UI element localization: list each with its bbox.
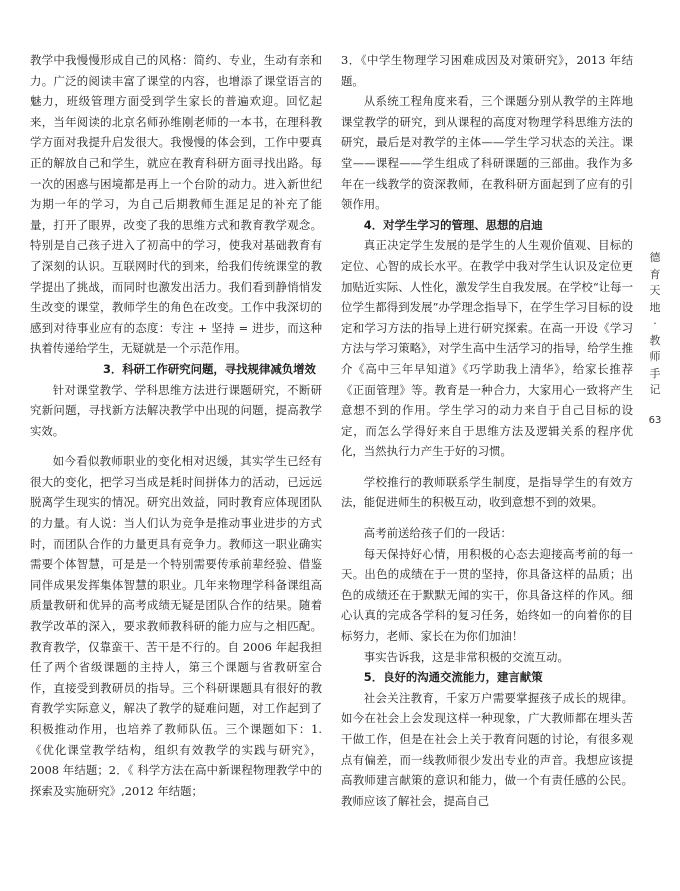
section-heading-4: 4．对学生学习的管理、思想的启迪: [363, 217, 543, 232]
header-char: 记: [649, 383, 661, 396]
section-heading-3: 3．科研工作研究问题，寻找规律减负增效: [102, 361, 316, 376]
header-char: 天: [649, 284, 661, 297]
paragraph: 真正决定学生发展的是学生的人生观价值观、目标的定位、心智的成长水平。在教学中我对学生认识及定位更加贴近实际、人性化，激发学生自我发展。在学校“让每一位学生都得到发展”办学理念指导下，在学生学习目标的设定和学习方法的指导上进行研究探索。在高一开设《学习方法与学习策略》，对学生高中生活学习的指导，给学生推介《高中三年早知道》《巧学助我上清华》，给家长推荐《正面管理》等。教育是一种合力，大家用心一致将产生意想不到的作用。学生学习的动力来自于自己目标的设定，而怎么学得好来自于思维方法及逻辑关系的程序优化，当然执行力产生于好的习惯。: [341, 238, 633, 459]
paragraph: 3．《中学生物理学习困难成因及对策研究》，2013 年结题。: [341, 53, 633, 88]
left-column: [30, 50, 322, 801]
header-char: 教: [649, 333, 661, 347]
paragraph: 针对课堂教学、学科思维方法进行课题研究，不断研究新问题，寻找新方法解决教学中出现的问题，提高教学实效。: [30, 382, 322, 438]
header-separator: ·: [653, 317, 657, 330]
header-char: 手: [649, 366, 661, 380]
header-char: 育: [649, 267, 661, 281]
right-column: [341, 50, 633, 811]
header-char: 德: [649, 251, 661, 264]
running-header: [645, 250, 665, 429]
paragraph: 社会关注教育，千家万户需要掌握孩子成长的规律。如今在社会上会发现这样一种现象，广大教师都在埋头苦干做工作，但是在社会上关于教育问题的讨论，有很多观点有偏差，而一线教师很少发出专业的声音。我想应该提高教师建言献策的意识和能力，做一个有责任感的公民。教师应该了解社会，提高自己: [341, 690, 633, 808]
paragraph: 如今看似教师职业的变化相对迟缓，其实学生已经有很大的变化，把学习当成是耗时间拼体力的活动，已远远脱离学生现实的情况。研究出效益，同时教育应体现团队的力量。有人说：当人们认为竞争是推动事业进步的方式时，而团队合作的力量更具有竞争力。教师这一职业确实需要个体智慧，可是是一个特别需要传承前辈经验、借鉴同伴成果发挥集体智慧的职业。几年来物理学科备课组高质量教研和优异的高考成绩无疑是团队合作的结果。随着教学改革的深入，要求教师教科研的能力应与之相匹配。教育教学，仅靠蛮干、苦干是不行的。自 2006 年起我担任了两个省级课题的主持人，第三个课题与省教研室合作，直接受到教研员的指导。三个科研课题具有很好的教育教学实际意义，解决了教学的疑难问题，对工作起到了积极推动作用，也培养了教师队伍。三个课题如下：1.《优化课堂教学结构，组织有效教学的实践与研究》，2008 年结题；2．《 科学方法在高中新课程物理教学中的探索及实施研究》,2012 年结题；: [30, 454, 322, 798]
paragraph: 教学中我慢慢形成自己的风格：简约、专业，生动有亲和力。广泛的阅读丰富了课堂的内容，也增添了课堂语言的魅力，班级管理方面受到学生家长的普遍欢迎。回忆起来，当年阅读的北京名师孙维刚老师的一本书，在理科教学方面对我提升启发很大。我慢慢的体会到，工作中要真正的解放自己和学生，就应在教育科研方面寻找出路。每一次的困惑与困境都是再上一个台阶的动力。进入新世纪为期一年的学习，为自己后期教师生涯足足的补充了能量，打开了眼界，改变了我的思维方式和教育教学观念。特别是自己孩子进入了初高中的学习，使我对基础教育有了深刻的认识。互联网时代的到来，给我们传统课堂的教学提出了挑战，而同时也激发出活力。我们看到静悄悄发生改变的课堂，教师学生的角色在改变。工作中我深切的感到对待事业应有的态度：专注 + 坚持 = 进步，而这种执着传递给学生，无疑就是一个示范作用。: [30, 53, 322, 356]
paragraph: 高考前送给孩子们的一段话：: [363, 526, 512, 541]
section-heading-5: 5．良好的沟通交流能力，建言献策: [363, 670, 543, 685]
paragraph: 学校推行的教师联系学生制度，是指导学生的有效方法，能促进师生的积极互动，收到意想不到的效果。: [341, 474, 633, 510]
paragraph: 事实告诉我，这是非常积极的交流互动。: [363, 649, 569, 664]
header-char: 地: [649, 300, 661, 314]
paragraph: 每天保持好心情，用积极的心态去迎接高考前的每一天。出色的成绩在于一贯的坚持，你具备这样的品质；出色的成绩还在于默默无闻的实干，你具备这样的作风。细心认真的完成各学科的复习任务，始终如一的向着你的目标努力，老师、家长在为你们加油！: [341, 546, 633, 644]
paragraph: 从系统工程角度来看，三个课题分别从教学的主阵地课堂教学的研究，到从课程的高度对物理学科思维方法的研究，最后是对教学的主体——学生学习状态的关注。课堂——课程——学生组成了科研课题的三部曲。我作为多年在一线教学的资深教师，在教科研方面起到了应有的引领作用。: [341, 94, 633, 212]
header-char: 师: [649, 350, 661, 363]
page-number: 63: [648, 414, 662, 426]
